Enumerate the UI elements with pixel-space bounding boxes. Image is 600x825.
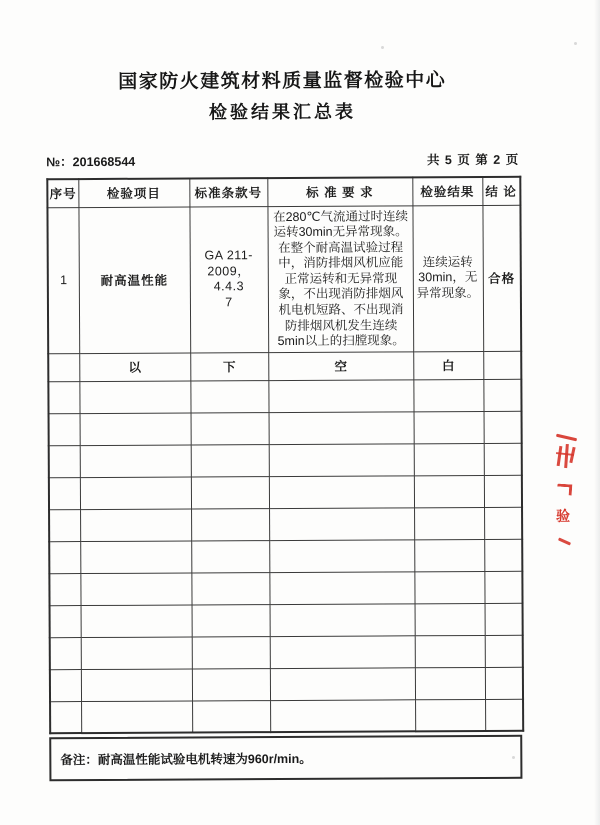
seal-fragment bbox=[554, 443, 576, 471]
empty-table-row bbox=[48, 379, 521, 413]
clause-cell: GA 211- 2009， 4.4.3 7 bbox=[189, 206, 268, 353]
empty-table-row bbox=[50, 635, 523, 669]
seal-stroke bbox=[556, 434, 577, 442]
document-title: 检验结果汇总表 bbox=[208, 101, 357, 123]
header-seq: 序号 bbox=[47, 179, 78, 207]
blank-cell: 白 bbox=[413, 351, 483, 379]
blank-cell bbox=[48, 353, 79, 381]
blank-cell: 下 bbox=[190, 352, 268, 380]
meta-row bbox=[46, 150, 519, 170]
blank-cell: 空 bbox=[268, 352, 413, 381]
header-clause: 标准条款号 bbox=[189, 178, 267, 206]
empty-table-row bbox=[49, 571, 522, 605]
page-indicator: 共 5 页 第 2 页 bbox=[426, 152, 520, 168]
note-text: 备注：耐高温性能试验电机转速为960r/min。 bbox=[60, 752, 312, 768]
requirement-cell: 在280℃气流通过时连续运转30min无异常现象。在整个耐高温试验过程中，消防排烟风机应能正常运转和无异常现象，不出现消防排烟风机电机短路、不出现消防排烟风机发生连续5min以上的扫膛现象。 bbox=[267, 205, 413, 352]
empty-table-row bbox=[50, 667, 523, 701]
empty-table-row bbox=[49, 507, 522, 541]
blank-cell: 以 bbox=[79, 353, 190, 382]
empty-table-row bbox=[49, 443, 522, 477]
blank-cell bbox=[483, 351, 521, 379]
header-conclusion: 结 论 bbox=[482, 177, 520, 205]
summary-table bbox=[46, 176, 524, 735]
org-title: 国家防火建筑材料质量监督检验中心 bbox=[118, 70, 447, 93]
header-result: 检验结果 bbox=[412, 177, 482, 205]
note-box bbox=[49, 735, 522, 781]
empty-table-row bbox=[50, 603, 523, 637]
scan-speck bbox=[574, 42, 577, 45]
empty-table-row bbox=[49, 411, 522, 445]
empty-table-row bbox=[50, 699, 523, 733]
header-requirement: 标 准 要 求 bbox=[267, 177, 412, 206]
seal-hook-stroke bbox=[557, 483, 573, 495]
summary-table-body bbox=[47, 205, 523, 734]
red-seal-partial bbox=[549, 428, 585, 560]
report-page bbox=[45, 0, 522, 782]
item-cell: 耐高温性能 bbox=[78, 206, 190, 353]
empty-table-row bbox=[49, 539, 522, 573]
paper-right-shadow bbox=[594, 0, 600, 825]
seq-cell: 1 bbox=[47, 207, 79, 354]
seal-dash-stroke bbox=[558, 537, 571, 545]
table-header-row bbox=[47, 177, 520, 207]
conclusion-cell: 合格 bbox=[482, 205, 521, 352]
result-cell: 连续运转 30min，无 异常现象。 bbox=[412, 205, 483, 352]
header-item: 检验项目 bbox=[78, 178, 189, 207]
empty-table-row bbox=[49, 475, 522, 509]
report-number: №：201668544 bbox=[46, 154, 136, 170]
table-row bbox=[47, 205, 521, 354]
seal-character: 验 bbox=[556, 508, 570, 524]
below-blank-row bbox=[48, 351, 521, 381]
